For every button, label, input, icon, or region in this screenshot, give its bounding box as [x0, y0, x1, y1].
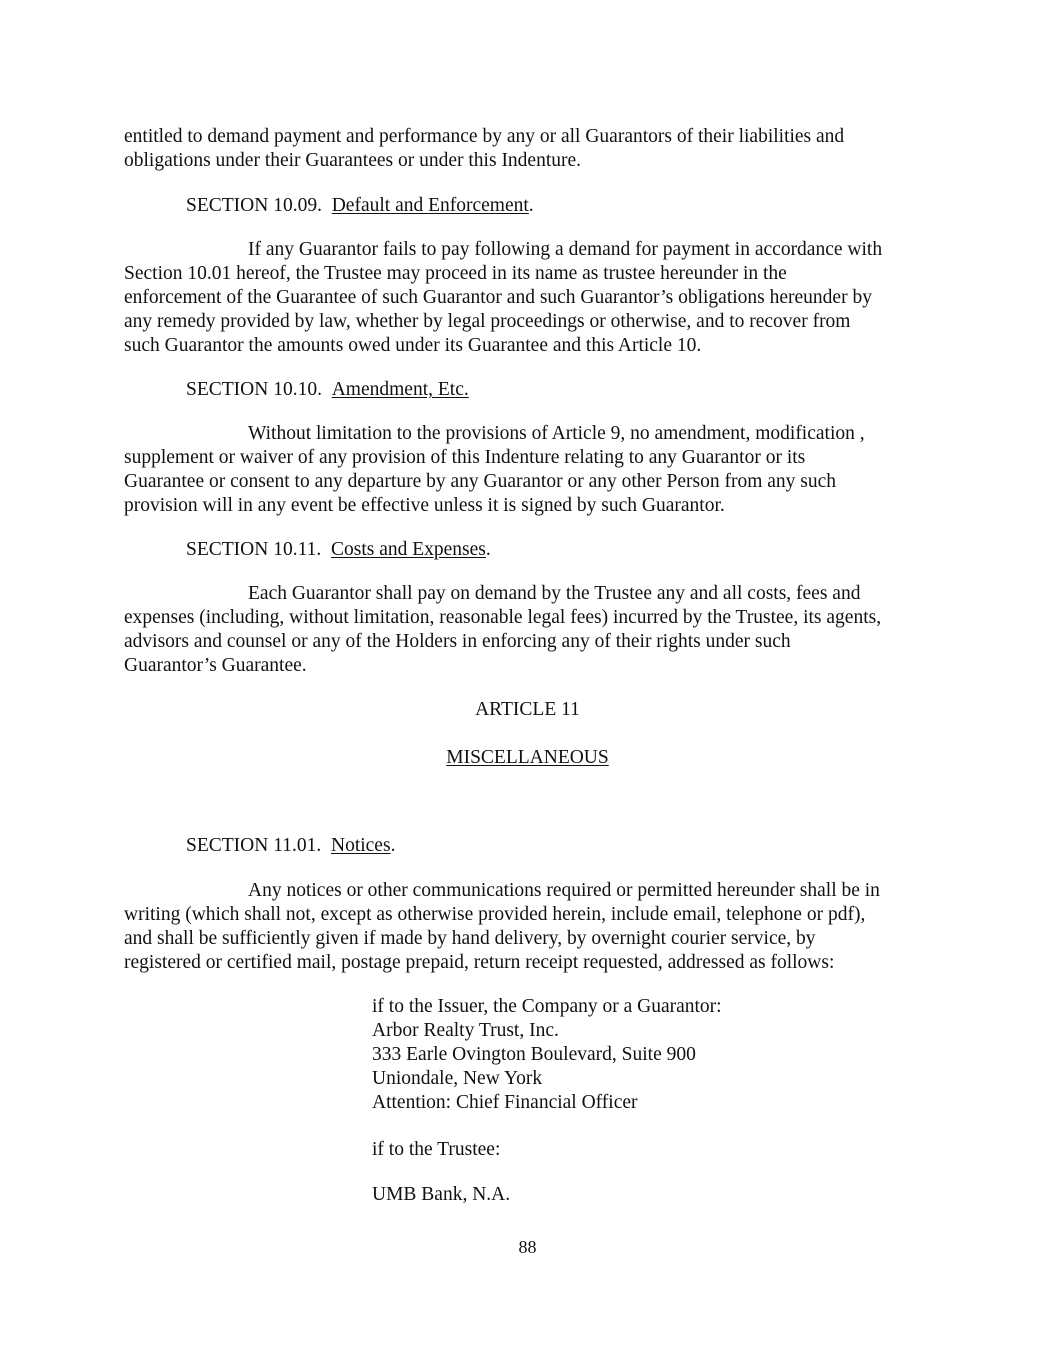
section-title: Notices	[330, 835, 391, 856]
paragraph-line: writing (which shall not, except as otherwise provided herein, include email, telephone or pdf),	[124, 904, 866, 925]
paragraph-line: advisors and counsel or any of the Holders in enforcing any of their rights under such	[124, 631, 791, 652]
paragraph-line: Each Guarantor shall pay on demand by the Trustee any and all costs, fees and	[248, 583, 861, 604]
trustee-name: UMB Bank, N.A.	[372, 1184, 511, 1205]
trustee-label: if to the Trustee:	[372, 1139, 501, 1160]
paragraph-line: Section 10.01 hereof, the Trustee may proceed in its name as trustee hereunder in the	[124, 263, 787, 284]
section-number: SECTION 10.09.	[186, 195, 322, 216]
paragraph-line: Guarantee or consent to any departure by any Guarantor or any other Person from any such	[124, 471, 837, 492]
section-title-punct: .	[528, 195, 534, 216]
section-11-01-heading	[186, 834, 395, 858]
paragraph-line: and shall be sufficiently given if made by hand delivery, by overnight courier service, by	[124, 928, 816, 949]
page-number: 88	[518, 1237, 537, 1257]
address-line: Attention: Chief Financial Officer	[372, 1092, 638, 1113]
paragraph-line: supplement or waiver of any provision of this Indenture relating to any Guarantor or its	[124, 447, 806, 468]
article-number: ARTICLE 11	[475, 699, 580, 720]
paragraph-line: Guarantor’s Guarantee.	[124, 655, 307, 676]
address-line: Uniondale, New York	[372, 1068, 543, 1089]
section-title-punct: .	[485, 539, 491, 560]
section-title: Costs and Expenses	[330, 539, 486, 560]
section-10-10-heading	[186, 378, 469, 402]
paragraph-line: entitled to demand payment and performance by any or all Guarantors of their liabilities and	[124, 126, 845, 147]
article-title: MISCELLANEOUS	[446, 747, 609, 768]
paragraph-line: registered or certified mail, postage prepaid, return receipt requested, addressed as follows:	[124, 952, 835, 973]
paragraph-line: Any notices or other communications required or permitted hereunder shall be in	[248, 880, 880, 901]
article-title-row	[0, 746, 1055, 770]
paragraph-line: expenses (including, without limitation, reasonable legal fees) incurred by the Trustee, its agents,	[124, 607, 882, 628]
section-10-09-heading	[186, 194, 534, 218]
paragraph-line: provision will in any event be effective unless it is signed by such Guarantor.	[124, 495, 725, 516]
paragraph-line: Without limitation to the provisions of Article 9, no amendment, modification ,	[248, 423, 865, 444]
address-line: 333 Earle Ovington Boulevard, Suite 900	[372, 1044, 696, 1065]
section-number: SECTION 10.10.	[186, 379, 322, 400]
section-number: SECTION 11.01.	[186, 835, 322, 856]
address-line: if to the Issuer, the Company or a Guarantor:	[372, 996, 722, 1017]
paragraph-line: If any Guarantor fails to pay following a demand for payment in accordance with	[248, 239, 883, 260]
section-number: SECTION 10.11.	[186, 539, 322, 560]
address-line: Arbor Realty Trust, Inc.	[372, 1020, 559, 1041]
section-title: Default and Enforcement	[331, 195, 529, 216]
paragraph-line: enforcement of the Guarantee of such Guarantor and such Guarantor’s obligations hereunder by	[124, 287, 872, 308]
section-10-11-heading	[186, 538, 491, 562]
paragraph-line: obligations under their Guarantees or under this Indenture.	[124, 150, 582, 171]
paragraph-line: such Guarantor the amounts owed under its Guarantee and this Article 10.	[124, 335, 702, 356]
paragraph-line: any remedy provided by law, whether by legal proceedings or otherwise, and to recover from	[124, 311, 851, 332]
section-title: Amendment, Etc.	[331, 379, 469, 400]
section-title-punct: .	[390, 835, 396, 856]
